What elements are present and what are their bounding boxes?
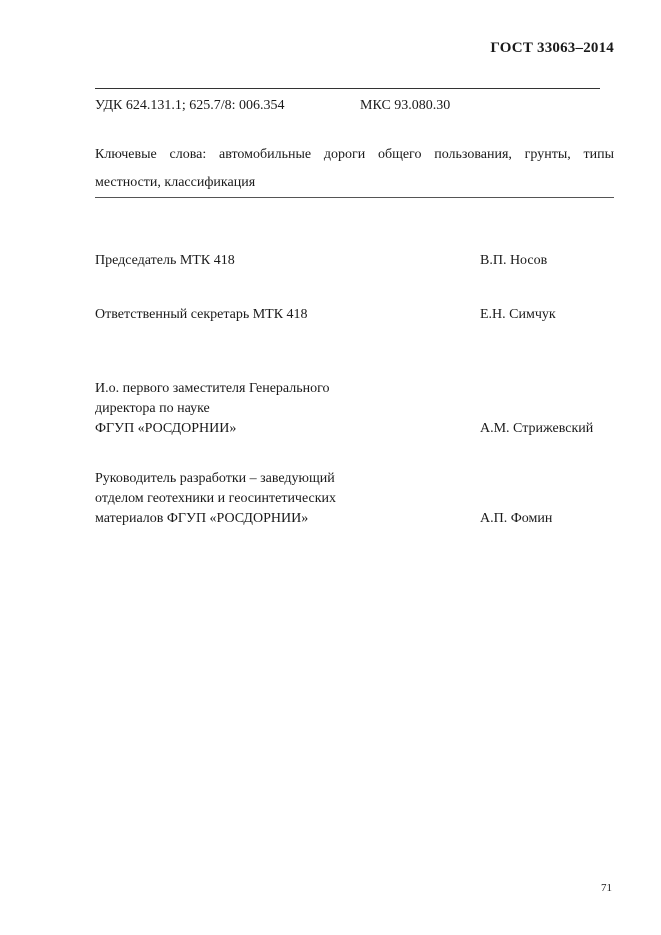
signature-block-chairman (95, 251, 548, 271)
role-line: материалов ФГУП «РОСДОРНИИ» (95, 511, 309, 526)
top-divider (95, 88, 600, 89)
signature-role (95, 379, 385, 439)
standard-code: ГОСТ 33063–2014 (490, 40, 614, 56)
signature-name: В.П. Носов (480, 253, 548, 268)
role-line: Ответственный секретарь МТК 418 (95, 307, 308, 322)
keywords: Ключевые слова: автомобильные дороги общего пользования, грунты, типы местности, классификация (95, 147, 614, 190)
signature-role (95, 251, 385, 271)
role-line: отделом геотехники и геосинтетических (95, 491, 337, 506)
signature-block-development-lead (95, 469, 553, 529)
role-line: ФГУП «РОСДОРНИИ» (95, 421, 237, 436)
role-line: Председатель МТК 418 (95, 253, 235, 268)
mks-code: МКС 93.080.30 (360, 98, 451, 113)
signature-name: А.П. Фомин (480, 511, 553, 526)
udk-code: УДК 624.131.1; 625.7/8: 006.354 (95, 98, 285, 113)
signature-name: Е.Н. Симчук (480, 307, 556, 322)
signature-role (95, 469, 385, 529)
role-line: Руководитель разработки – заведующий (95, 471, 335, 486)
classification-line (95, 98, 451, 114)
signature-block-secretary (95, 305, 556, 325)
bottom-divider (95, 197, 614, 198)
role-line: И.о. первого заместителя Генерального (95, 381, 330, 396)
role-line: директора по науке (95, 401, 210, 416)
signature-role (95, 305, 385, 325)
signature-block-deputy-director (95, 379, 594, 439)
signature-name: А.М. Стрижевский (480, 421, 594, 436)
page-number: 71 (601, 882, 612, 894)
